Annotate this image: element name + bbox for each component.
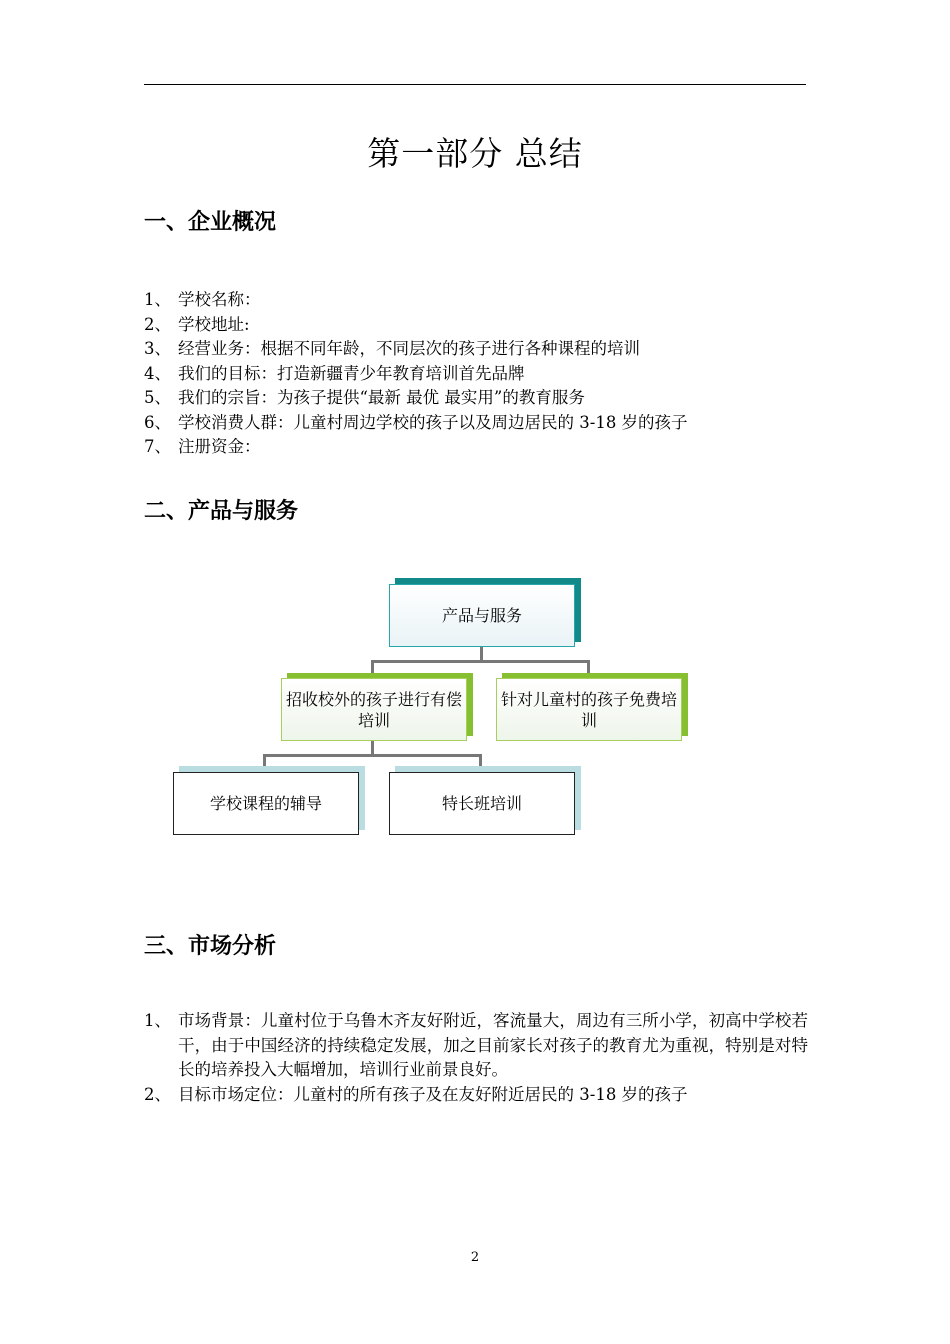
branch-node-paid-training: 招收校外的孩子进行有偿培训 — [281, 678, 467, 741]
list-item: 4、 我们的目标：打造新疆青少年教育培训首先品牌 — [144, 363, 525, 383]
root-node: 产品与服务 — [389, 584, 575, 647]
branch-node-free-training: 针对儿童村的孩子免费培训 — [496, 678, 682, 741]
company-overview-list — [144, 288, 808, 460]
leaf-node-school-tutoring: 学校课程的辅导 — [173, 772, 359, 835]
leaf-node-talent-class: 特长班培训 — [389, 772, 575, 835]
page-number: 2 — [470, 1250, 480, 1265]
list-item: 2、 学校地址: — [144, 314, 250, 334]
list-item: 2、 目标市场定位：儿童村的所有孩子及在友好附近居民的 3-18 岁的孩子 — [144, 1084, 688, 1104]
list-item: 3、 经营业务：根据不同年龄，不同层次的孩子进行各种课程的培训 — [144, 339, 640, 358]
list-item: 5、 我们的宗旨：为孩子提供“最新 最优 最实用”的教育服务 — [144, 388, 585, 407]
section-heading-market-analysis: 三、市场分析 — [144, 934, 277, 959]
header-rule — [144, 84, 806, 85]
section-heading-products-services: 二、产品与服务 — [144, 499, 299, 524]
connector — [263, 754, 482, 757]
list-item: 6、 学校消费人群：儿童村周边学校的孩子以及周边居民的 3-18 岁的孩子 — [144, 412, 688, 432]
list-item: 7、 注册资金： — [144, 437, 261, 456]
connector — [371, 660, 590, 663]
market-analysis-list — [144, 1009, 808, 1107]
list-item: 1、 学校名称： — [144, 290, 261, 309]
section-heading-company-overview: 一、企业概况 — [144, 210, 277, 235]
list-item: 1、 市场背景：儿童村位于乌鲁木齐友好附近，客流量大，周边有三所小学，初高中学校若干，由于中国经济的持续稳定发展，加之目前家长对孩子的教育尤为重视，特别是对特长的培养投入大幅增加，培训行业前景良好。 — [144, 1011, 808, 1079]
page-title: 第一部分 总结 — [367, 134, 583, 173]
